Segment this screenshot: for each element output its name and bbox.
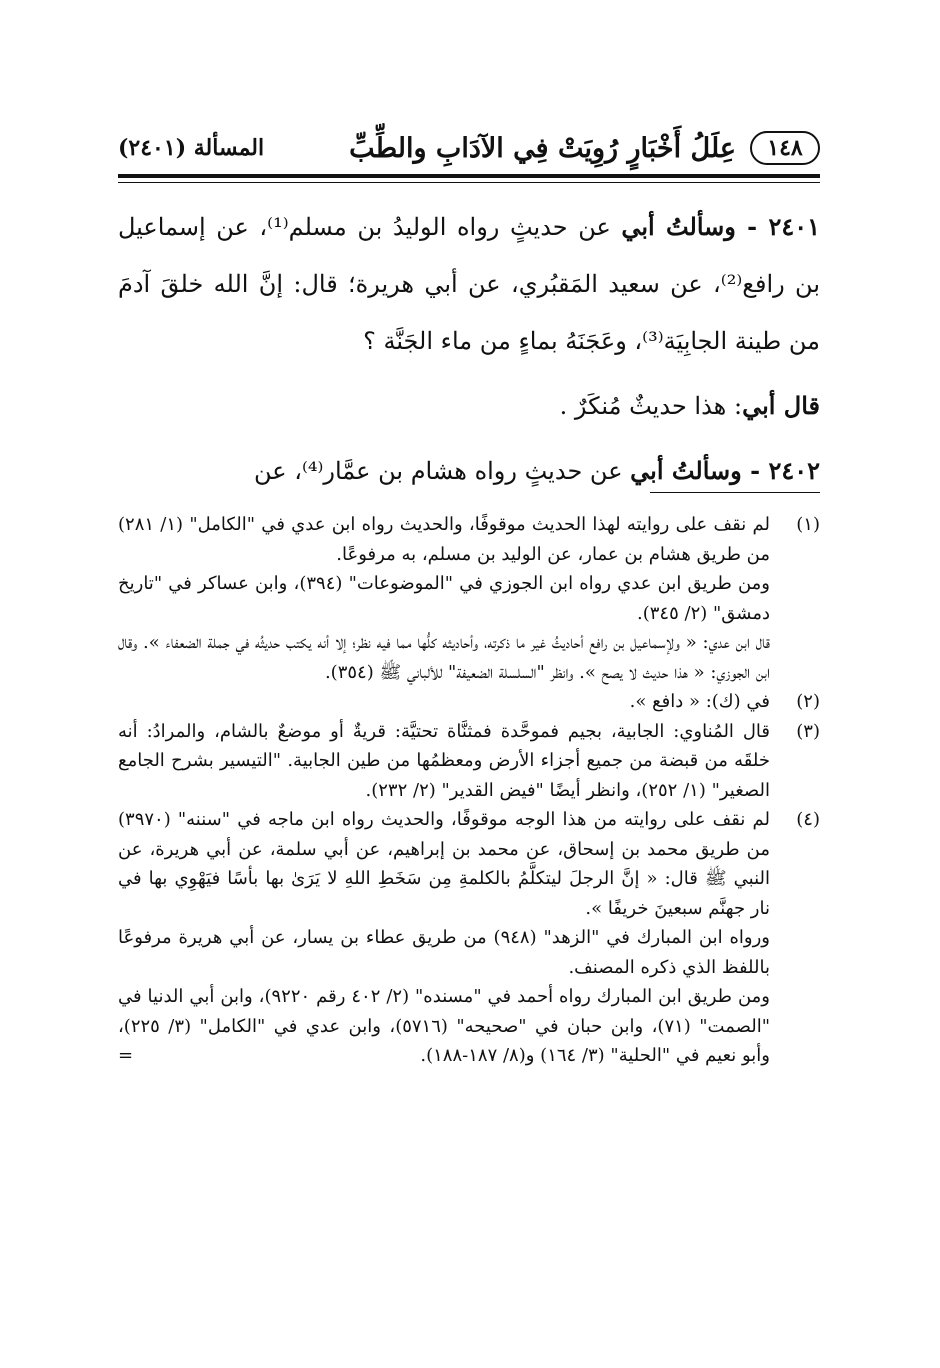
page-header xyxy=(118,128,820,168)
page-number: ١٤٨ xyxy=(750,131,820,165)
footnote-paragraph: قال ابن عدي: « ولإسماعيل بن رافع أحاديثُ غير ما ذكرته، وأحاديثه كلُّها مما فيه نظر؛ إلا أنه يكتب حديثُه في جملة الضعفاء ». وقال ابن الجوزي: « هذا حديث لا يصح ». وانظر "السلسلة الضعيفة" للألباني ﷺ (٣٥٤). xyxy=(118,632,770,683)
footnote-4 xyxy=(118,805,820,1071)
footnote-paragraph: ورواه ابن المبارك في "الزهد" (٩٤٨) من طريق عطاء بن يسار، عن أبي هريرة مرفوعًا باللفظ الذي ذكره المصنف. xyxy=(118,927,770,978)
footnote-label: (٢) xyxy=(796,691,820,712)
footnote-body xyxy=(118,510,770,687)
footnotes xyxy=(118,510,820,1071)
answer-2401 xyxy=(118,377,820,435)
book-page xyxy=(118,0,820,1368)
footnote-separator xyxy=(650,492,820,493)
footnote-body xyxy=(118,687,770,717)
continuation-mark: = xyxy=(118,1045,134,1066)
footnote-2 xyxy=(118,687,820,717)
answer-lead: قال أبي xyxy=(742,391,820,420)
footnote-paragraph: لم نقف على روايته من هذا الوجه موقوفًا، والحديث رواه ابن ماجه في "سننه" (٣٩٧٠) من طريق محمد بن إسحاق، عن محمد بن إبراهيم، عن أبي سلمة، عن أبي هريرة، عن النبي ﷺ قال: « إنَّ الرجلَ ليتكلَّمُ بالكلمةِ مِن سَخَطِ اللهِ لا يَرَىٰ بها بأسًا فيَهْوِي بها في نار جهنَّم سبعينَ خريفًا ». xyxy=(118,809,770,919)
entry-text: عن حديثٍ رواه هشام بن عمَّار⁽⁴⁾، عن xyxy=(254,457,631,485)
footnote-body xyxy=(118,805,770,1071)
footnote-3 xyxy=(118,717,820,806)
entry-2401 xyxy=(118,198,820,370)
entry-number: ٢٤٠٢ - xyxy=(741,456,820,485)
answer-text: : هذا حديثٌ مُنكَرٌ . xyxy=(559,392,743,420)
issue-label: المسألة (٢٤٠١) xyxy=(118,135,265,161)
footnote-paragraph: ومن طريق ابن عدي رواه ابن الجوزي في "الموضوعات" (٣٩٤)، وابن عساكر في "تاريخ دمشق" (٢/ ٣٤٥). xyxy=(118,573,770,624)
footnote-paragraph: ومن طريق ابن المبارك رواه أحمد في "مسنده" (٢/ ٤٠٢ رقم ٩٢٢٠)، وابن أبي الدنيا في "الصمت" (٧١)، وابن حبان في "صحيحه" (٥٧١٦)، وابن عدي في "الكامل" (٣/ ٢٢٥)، وأبو نعيم في "الحلية" (٣/ ١٦٤) و(٨/ ١٨٧-١٨٨). xyxy=(118,986,771,1066)
footnote-label: (١) xyxy=(796,514,820,535)
entry-lead: وسألتُ أبي xyxy=(621,212,736,241)
footnote-label: (٤) xyxy=(796,809,820,830)
main-text xyxy=(118,198,820,500)
header-divider xyxy=(118,174,820,178)
header-title-group xyxy=(349,131,820,165)
footnote-label: (٣) xyxy=(796,720,820,742)
footnote-body xyxy=(118,717,770,806)
book-title: عِلَلُ أَخْبَارٍ رُوِيَتْ فِي الآدَابِ والطِّبِّ xyxy=(349,132,736,164)
entry-lead: وسألتُ أبي xyxy=(630,456,742,485)
entry-number: ٢٤٠١ - xyxy=(735,212,820,241)
footnote-1 xyxy=(118,510,820,687)
footnote-paragraph: لم نقف على روايته لهذا الحديث موقوفًا، والحديث رواه ابن عدي في "الكامل" (١/ ٢٨١) من طريق هشام بن عمار، عن الوليد بن مسلم، به مرفوعًا. xyxy=(118,514,771,565)
footnote-paragraph: قال المُناوي: الجابية، بجيم فموحَّدة فمثنَّاة تحتيَّة: قريةٌ أو موضعٌ بالشام، والمرادُ: أنه خلقَه من قبضة من جميع أجزاء الأرض ومعظمُها من طين الجابية. "التيسير بشرح الجامع الصغير" (١/ ٢٥٢)، وانظر أيضًا "فيض القدير" (٢/ ٢٣٢). xyxy=(118,720,770,801)
footnote-paragraph: في (ك): « دافع ». xyxy=(629,691,770,712)
entry-text: عن حديثٍ رواه الوليدُ بن مسلم⁽¹⁾، عن إسماعيل بن رافع⁽²⁾، عن سعيد المَقبُري، عن أبي هريرة؛ قال: إنَّ الله خلقَ آدمَ من طينة الجابِيَة⁽³⁾، وعَجَنَهُ بماءٍ من ماء الجَنَّة ؟ xyxy=(118,213,820,355)
